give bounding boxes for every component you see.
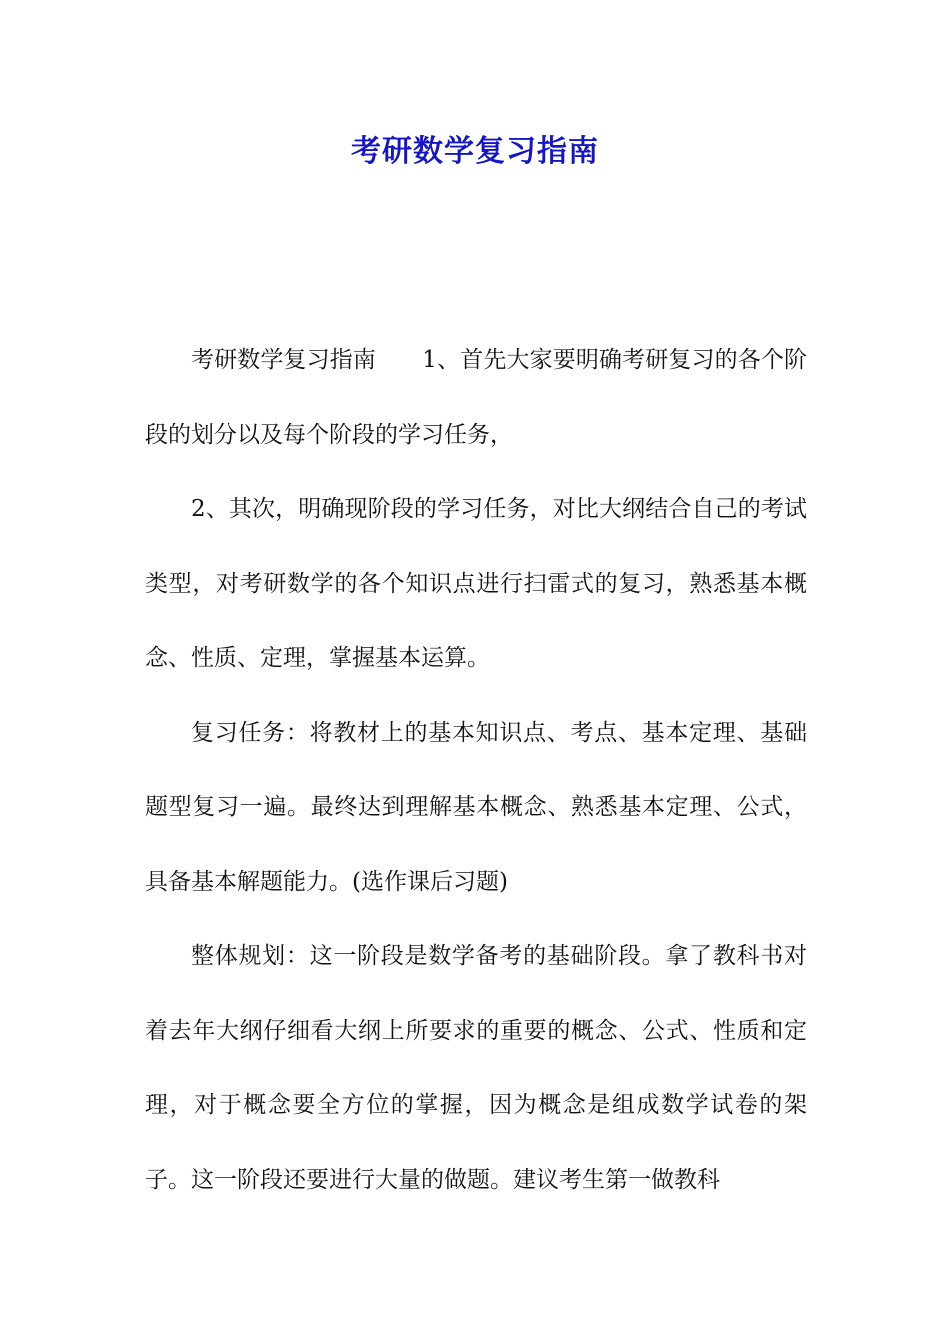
document-body: [145, 323, 807, 1217]
paragraph-3: 复习任务：将教材上的基本知识点、考点、基本定理、基础题型复习一遍。最终达到理解基本概念、熟悉基本定理、公式，具备基本解题能力。(选作课后习题): [145, 719, 807, 895]
paragraph-4: 整体规划：这一阶段是数学备考的基础阶段。拿了教科书对着去年大纲仔细看大纲上所要求的重要的概念、公式、性质和定理，对于概念要全方位的掌握，因为概念是组成数学试卷的架子。这一阶段还要进行大量的做题。建议考生第一做教科: [145, 943, 807, 1193]
paragraph-1: 考研数学复习指南 1、首先大家要明确考研复习的各个阶段的划分以及每个阶段的学习任务，: [145, 347, 807, 448]
document-title: 考研数学复习指南: [351, 134, 599, 169]
paragraph-2: 2、其次，明确现阶段的学习任务，对比大纲结合自己的考试类型，对考研数学的各个知识点进行扫雷式的复习，熟悉基本概念、性质、定理，掌握基本运算。: [145, 496, 807, 671]
